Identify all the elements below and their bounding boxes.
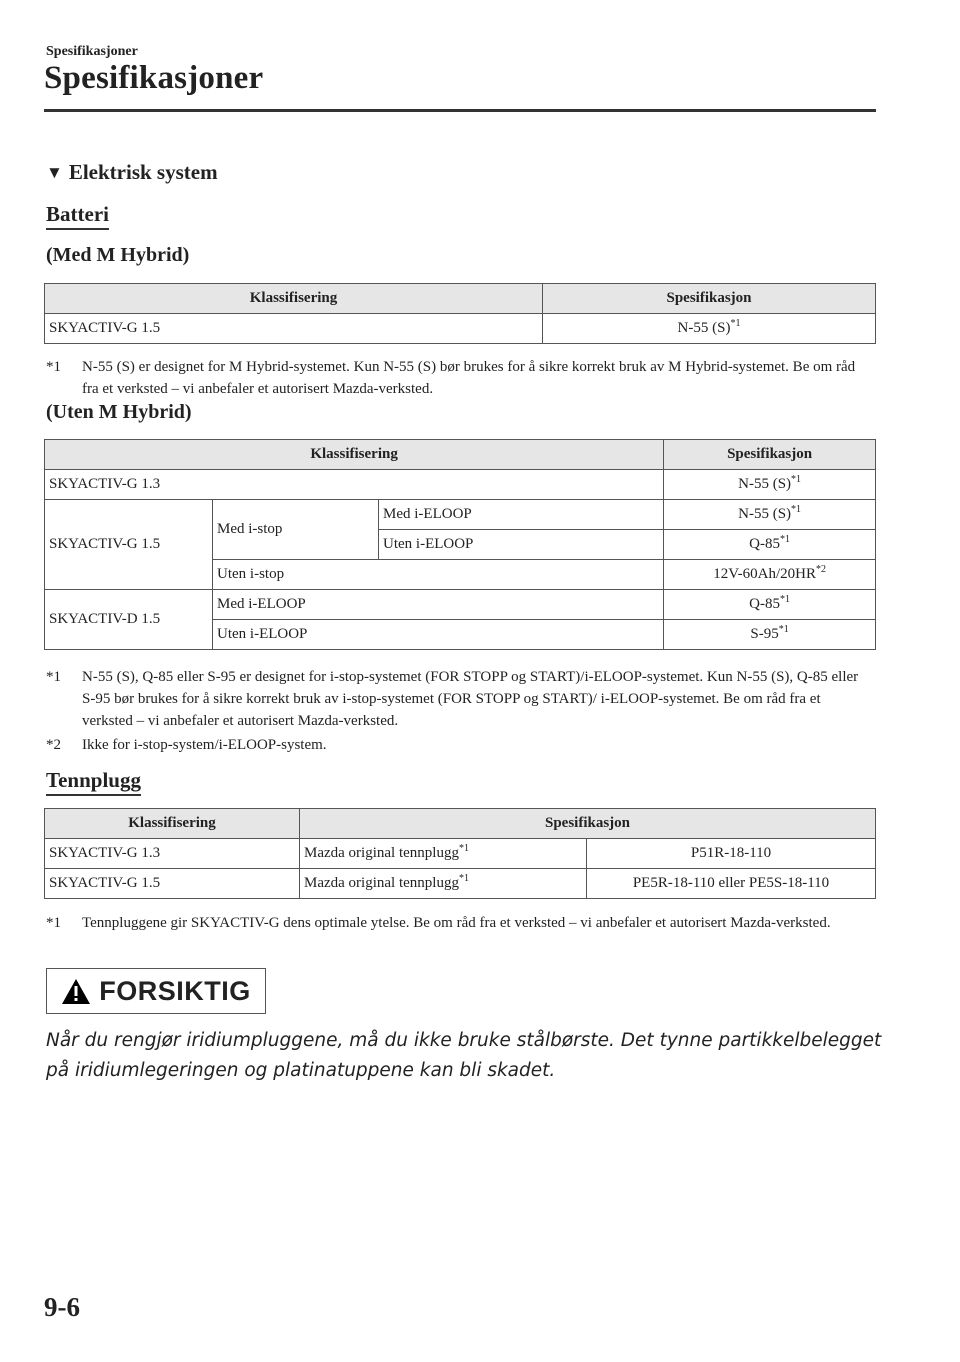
classification-cell: SKYACTIV-G 1.5 xyxy=(45,314,543,344)
sparkplug-table xyxy=(44,808,876,899)
table-row xyxy=(45,314,876,344)
caution-box xyxy=(46,968,266,1014)
spec-cell: Q-85$^{*1}$ xyxy=(664,590,876,620)
footnote xyxy=(46,356,866,400)
triangle-down-icon: ▼ xyxy=(46,163,63,182)
footnote-ref: *1 xyxy=(458,873,469,884)
classification-cell: SKYACTIV-G 1.3 xyxy=(45,470,664,500)
spec-cell: P51R-18-110 xyxy=(587,839,876,869)
eloop-cell: Med i-ELOOP xyxy=(213,590,664,620)
footnote-ref: *2 xyxy=(815,564,826,575)
footnote xyxy=(46,912,866,934)
caution-label: FORSIKTIG xyxy=(99,975,251,1006)
footnote-ref: *1 xyxy=(458,843,469,854)
page-title: Spesifikasjoner xyxy=(44,60,264,96)
footnote-ref: *1 xyxy=(778,624,789,635)
classification-cell: SKYACTIV-D 1.5 xyxy=(45,590,213,650)
hybrid-battery-table xyxy=(44,283,876,344)
column-header: Spesifikasjon xyxy=(300,809,876,839)
table-header-row xyxy=(45,440,876,470)
page-number: 9-6 xyxy=(44,1292,80,1322)
spec-cell: Q-85$^{*1}$ xyxy=(664,530,876,560)
spec-cell: N-55 $(S)^{*1}$ xyxy=(543,314,876,344)
footnote xyxy=(46,666,866,732)
footnote-text: Tennpluggene gir SKYACTIV-G dens optimale ytelse. Be om råd fra et verksted – vi anbefaler et autorisert Mazda-verksted. xyxy=(82,915,831,931)
spec-cell: N-55 $(S)^{*1}$ xyxy=(664,470,876,500)
eloop-cell: Uten i-ELOOP xyxy=(379,530,664,560)
table-row xyxy=(45,500,876,530)
spec-cell: N-55 $(S)^{*1}$ xyxy=(664,500,876,530)
classification-cell: SKYACTIV-G 1.5 xyxy=(45,500,213,590)
caution-text: Når du rengjør iridiumpluggene, må du ikke bruke stålbørste. Det tynne partikkelbelegget på iridiumlegeringen og platinatuppene kan bli skadet. xyxy=(46,1030,882,1081)
sparkplug-heading: Tennplugg xyxy=(46,768,141,796)
column-header: Klassifisering xyxy=(45,809,300,839)
plug-type-cell: Mazda original tennplugg$^{*1}$ xyxy=(300,839,587,869)
eloop-cell: Med i-ELOOP xyxy=(379,500,664,530)
running-header: Spesifikasjoner xyxy=(46,44,138,59)
column-header: Klassifisering xyxy=(45,440,664,470)
column-header: Spesifikasjon xyxy=(664,440,876,470)
column-header: Klassifisering xyxy=(45,284,543,314)
footnote-ref: *1 xyxy=(791,474,802,485)
table-header-row xyxy=(45,809,876,839)
table-row xyxy=(45,470,876,500)
table-header-row xyxy=(45,284,876,314)
battery-heading: Batteri xyxy=(46,202,109,230)
nonhybrid-battery-table xyxy=(44,439,876,650)
footnote-text: N-55 (S), Q-85 eller S-95 er designet for i-stop-systemet (FOR STOPP og START)/i-ELOOP-systemet. Kun N-55 (S), Q-85 eller S-95 bør brukes for å sikre korrekt bruk av i-stop-systemet (FOR STOPP og START)/ i-ELOOP-systemet. Be om råd fra et verksted – vi anbefaler et autorisert Mazda-verksted. xyxy=(82,669,859,729)
footnote-text: N-55 (S) er designet for M Hybrid-systemet. Kun N-55 (S) bør brukes for å sikre korrekt bruk av M Hybrid-systemet. Be om råd fra et verksted – vi anbefaler et autorisert Mazda-verksted. xyxy=(82,359,856,397)
section-title: Elektrisk system xyxy=(68,160,218,184)
footnote-ref: *1 xyxy=(780,534,790,545)
section-heading xyxy=(46,160,218,185)
classification-cell: SKYACTIV-G 1.5 xyxy=(45,869,300,899)
hybrid-heading: (Med M Hybrid) xyxy=(46,244,190,266)
footnote-ref: *1 xyxy=(791,504,802,515)
istop-cell: Uten i-stop xyxy=(213,560,664,590)
istop-cell: Med i-stop xyxy=(213,500,379,560)
eloop-cell: Uten i-ELOOP xyxy=(213,620,664,650)
footnote xyxy=(46,734,866,756)
column-header: Spesifikasjon xyxy=(543,284,876,314)
footnote-mark: *1 xyxy=(46,669,61,685)
warning-icon xyxy=(61,978,91,1005)
footnote-mark: *1 xyxy=(46,915,61,931)
table-row xyxy=(45,590,876,620)
classification-cell: SKYACTIV-G 1.3 xyxy=(45,839,300,869)
nonhybrid-heading: (Uten M Hybrid) xyxy=(46,401,192,423)
table-row xyxy=(45,839,876,869)
spec-cell: S-95$^{*1}$ xyxy=(664,620,876,650)
footnote-mark: *1 xyxy=(46,359,61,375)
footnote-ref: *1 xyxy=(780,594,790,605)
footnote-ref: *1 xyxy=(730,318,741,329)
table-row xyxy=(45,869,876,899)
footnote-text: Ikke for i-stop-system/i-ELOOP-system. xyxy=(82,737,327,753)
plug-type-cell: Mazda original tennplugg$^{*1}$ xyxy=(300,869,587,899)
footnote-mark: *2 xyxy=(46,737,61,753)
spec-cell: PE5R-18-110 eller PE5S-18-110 xyxy=(587,869,876,899)
header-rule xyxy=(44,109,876,112)
spec-cell: 12V-60Ah/20HR$^{*2}$ xyxy=(664,560,876,590)
